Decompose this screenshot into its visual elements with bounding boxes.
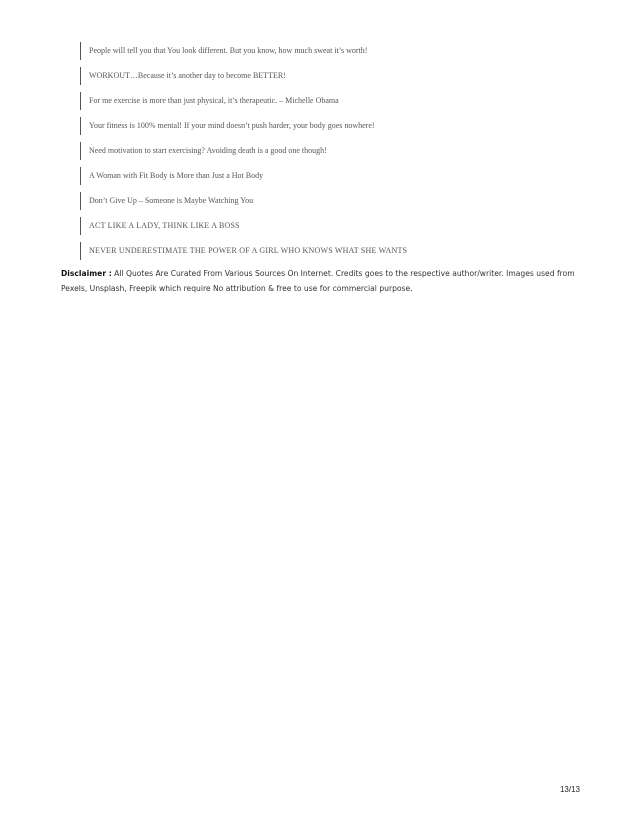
quote-list xyxy=(80,42,580,267)
quote-item: WORKOUT…Because it’s another day to become BETTER! xyxy=(80,67,580,85)
quote-item: Your fitness is 100% mental! If your mind doesn’t push harder, your body goes nowhere! xyxy=(80,117,580,135)
quote-item: Don’t Give Up – Someone is Maybe Watching You xyxy=(80,192,580,210)
quote-item: Need motivation to start exercising? Avoiding death is a good one though! xyxy=(80,142,580,160)
quote-item: People will tell you that You look different. But you know, how much sweat it’s worth! xyxy=(80,42,580,60)
quote-item: ACT LIKE A LADY, THINK LIKE A BOSS xyxy=(80,217,580,235)
disclaimer-label: Disclaimer : xyxy=(61,269,112,278)
quote-item: A Woman with Fit Body is More than Just a Hot Body xyxy=(80,167,580,185)
quote-item: For me exercise is more than just physical, it’s therapeutic. – Michelle Obama xyxy=(80,92,580,110)
disclaimer-text: All Quotes Are Curated From Various Sources On Internet. Credits goes to the respective author/writer. Images used from Pexels, Unsplash, Freepik which require No attribution & free to use for commercial purpose. xyxy=(61,269,575,293)
page-number: 13/13 xyxy=(559,785,580,794)
quote-item: NEVER UNDERESTIMATE THE POWER OF A GIRL WHO KNOWS WHAT SHE WANTS xyxy=(80,242,580,260)
disclaimer xyxy=(61,266,581,296)
